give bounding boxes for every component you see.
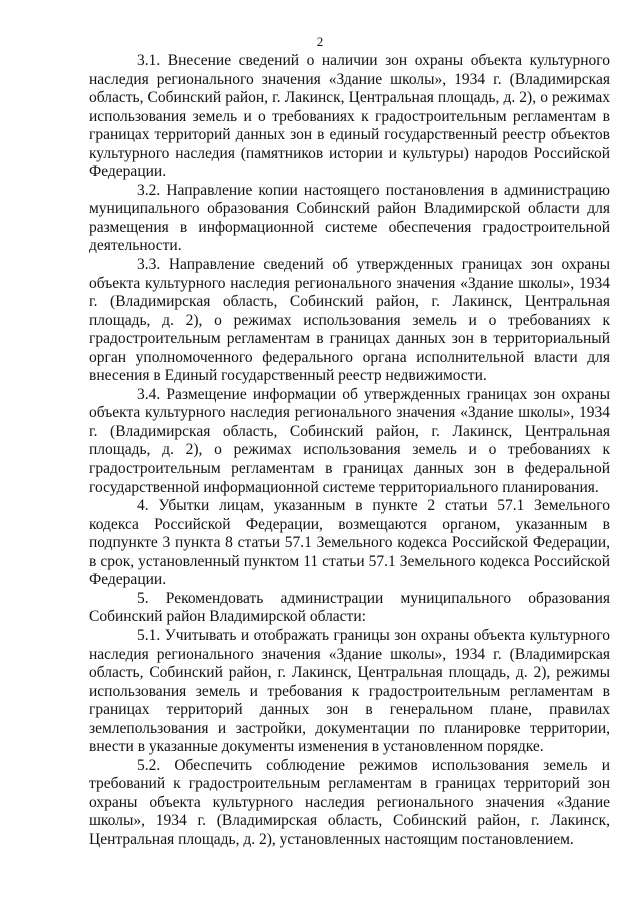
document-body [89, 52, 610, 850]
page-number: 2 [316, 34, 324, 49]
paragraph-3-4: 3.4. Размещение информации об утвержденных границах зон охраны объекта культурного наследия регионального значения «Здание школы», 1934 г. (Владимирская область, Собинский район, г. Лакинск, Центральная площадь, д. 2), о режимах использования земель и о требованиях к градостроительным регламентам в границах данных зон в федеральной государственной информационной системе территориального планирования. [89, 385, 610, 496]
paragraph-3-1: 3.1. Внесение сведений о наличии зон охраны объекта культурного наследия регионального значения «Здание школы», 1934 г. (Владимирская область, Собинский район, г. Лакинск, Центральная площадь, д. 2), о режимах использования земель и о требованиях к градостроительным регламентам в границах территорий данных зон в единый государственный реестр объектов культурного наследия (памятников истории и культуры) народов Российской Федерации. [89, 52, 610, 181]
paragraph-5-2: 5.2. Обеспечить соблюдение режимов использования земель и требований к градостроительным регламентам в границах территорий зон охраны объекта культурного наследия регионального значения «Здание школы», 1934 г. (Владимирская область, Собинский район, г. Лакинск, Центральная площадь, д. 2), установленных настоящим постановлением. [89, 756, 610, 848]
paragraph-5: 5. Рекомендовать администрации муниципального образования Собинский район Владимирской области: [89, 589, 610, 626]
paragraph-3-2: 3.2. Направление копии настоящего постановления в администрацию муниципального образования Собинский район Владимирской области для размещения в информационной системе обеспечения градостроительной деятельности. [89, 181, 610, 255]
paragraph-3-3: 3.3. Направление сведений об утвержденных границах зон охраны объекта культурного наследия регионального значения «Здание школы», 1934 г. (Владимирская область, Собинский район, г. Лакинск, Центральная площадь, д. 2), о режимах использования земель и о требованиях к градостроительным регламентам в границах данных зон в территориальный орган уполномоченного федерального органа исполнительной власти для внесения в Единый государственный реестр недвижимости. [89, 256, 610, 385]
paragraph-4: 4. Убытки лицам, указанным в пункте 2 статьи 57.1 Земельного кодекса Российской Федерации, возмещаются органом, указанным в подпункте 3 пункта 8 статьи 57.1 Земельного кодекса Российской Федерации, в срок, установленный пунктом 11 статьи 57.1 Земельного кодекса Российской Федерации. [89, 497, 610, 589]
paragraph-5-1: 5.1. Учитывать и отображать границы зон охраны объекта культурного наследия регионального значения «Здание школы», 1934 г. (Владимирская область, Собинский район, г. Лакинск, Центральная площадь, д. 2), режимы использования земель и требования к градостроительным регламентам в границах территорий данных зон в генеральном плане, правилах землепользования и застройки, документации по планировке территории, внести в указанные документы изменения в установленном порядке. [89, 626, 610, 756]
